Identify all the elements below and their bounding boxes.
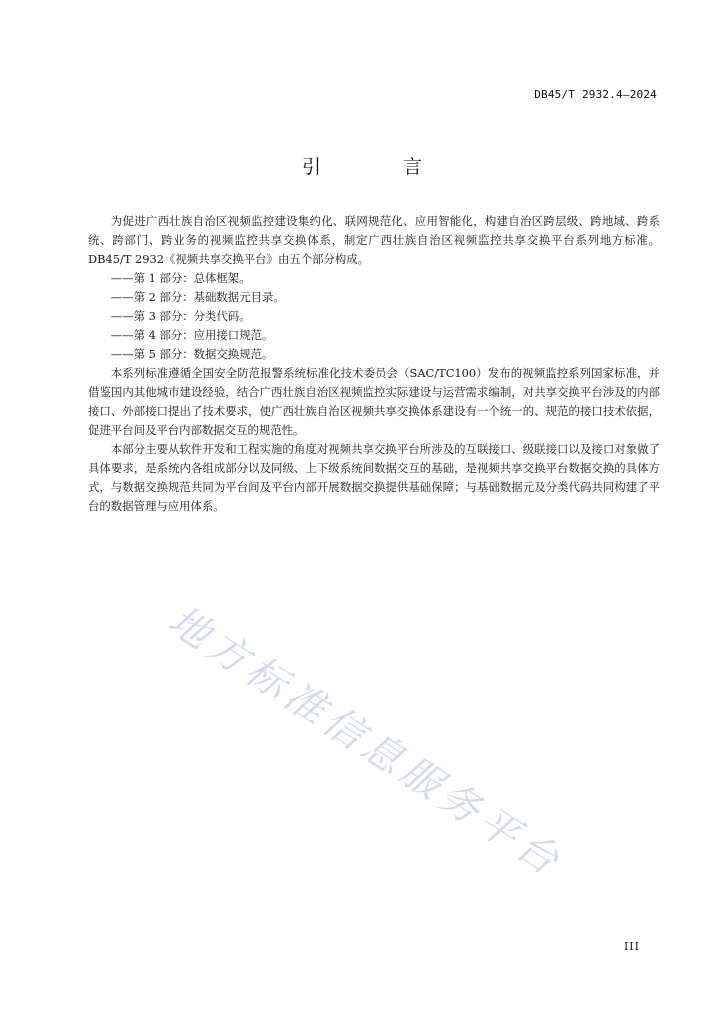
body-paragraph: 本系列标准遵循全国安全防范报警系统标准化技术委员会（SAC/TC100）发布的视频监控系列国家标准，并借鉴国内其他城市建设经验，结合广西壮族自治区视频监控实际建设与运营需求编制，对共享交换平台涉及的内部接口、外部接口提出了技术要求，使广西壮族自治区视频共享交换体系建设有一个统一的、规范的接口技术依据，促进平台间及平台内部数据交互的规范性。 — [88, 366, 660, 437]
body-paragraph: 本部分主要从软件开发和工程实施的角度对视频共享交换平台所涉及的互联接口、级联接口以及接口对象做了具体要求，是系统内各组成部分以及同级、上下级系统间数据交互的基础，是视频共享交换平台数据交换的具体方式，与数据交换规范共同为平台间及平台内部开展数据交换提供基础保障；与基础数据元及分类代码共同构建了平台的数据管理与应用体系。 — [88, 442, 660, 513]
part-list-item: ——第 1 部分：总体框架。 — [110, 271, 251, 285]
part-list-item: ——第 4 部分：应用接口规范。 — [110, 328, 274, 342]
intro-paragraph: 为促进广西壮族自治区视频监控建设集约化、联网规范化、应用智能化，构建自治区跨层级、跨地域、跨系统、跨部门、跨业务的视频监控共享交换体系，制定广西壮族自治区视频监控共享交换平台系列地方标准。DB45/T 2932《视频共享交换平台》由五个部分构成。 — [88, 214, 660, 266]
page-number: III — [623, 940, 640, 953]
part-list-item: ——第 5 部分：数据交换规范。 — [110, 347, 274, 361]
document-body — [88, 212, 660, 516]
part-list-item: ——第 2 部分：基础数据元目录。 — [110, 290, 285, 304]
page-title: 引 言 — [301, 156, 461, 178]
part-list-item: ——第 3 部分：分类代码。 — [110, 309, 251, 323]
standard-code: DB45/T 2932.4—2024 — [534, 88, 657, 101]
watermark: 地方标准信息服务平台 — [160, 597, 571, 887]
